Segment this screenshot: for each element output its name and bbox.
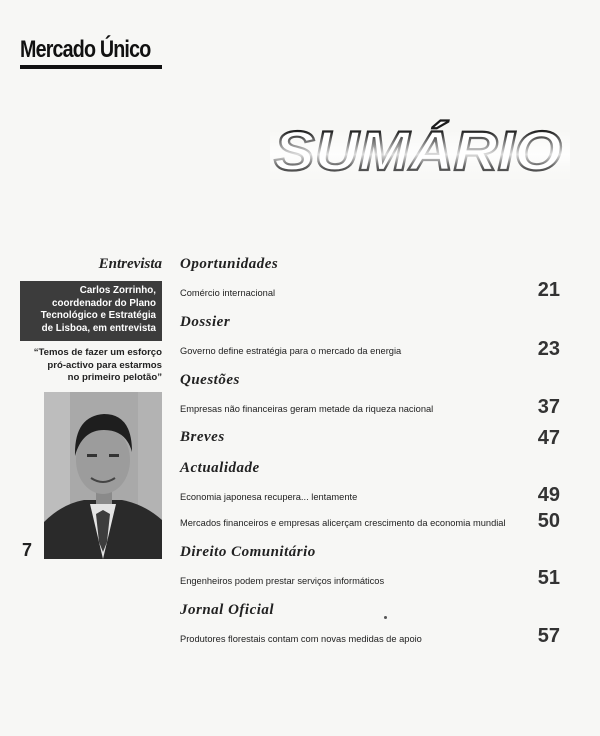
interviewee-photo xyxy=(44,392,162,559)
section-jornal-oficial-title: Jornal Oficial xyxy=(180,602,275,618)
toc-page-number[interactable]: 51 xyxy=(537,567,560,589)
section-oportunidades-title: Oportunidades xyxy=(180,256,279,272)
toc-entry-comercio-internacional[interactable]: Comércio internacional xyxy=(180,288,276,298)
section-actualidade-title: Actualidade xyxy=(180,460,260,476)
caption-line: coordenador do Plano xyxy=(52,297,156,309)
toc-entry-energia[interactable]: Governo define estratégia para o mercado da energia xyxy=(180,346,402,356)
interview-caption-box xyxy=(20,281,162,341)
toc-page-number[interactable]: 50 xyxy=(537,510,560,532)
interview-quote xyxy=(20,347,162,385)
caption-line: de Lisboa, em entrevista xyxy=(41,322,156,334)
magazine-brand xyxy=(20,36,179,69)
toc-page-number[interactable]: 21 xyxy=(537,279,560,301)
toc-entry-produtores-florestais[interactable]: Produtores florestais contam com novas medidas de apoio xyxy=(180,634,422,644)
interview-section-title: Entrevista xyxy=(98,256,162,272)
toc-page-number[interactable]: 23 xyxy=(537,338,560,360)
section-dossier-title: Dossier xyxy=(180,314,231,330)
section-breves-title: Breves xyxy=(180,429,225,445)
quote-line: “Temos de fazer um esforço xyxy=(33,347,162,358)
toc-page-number[interactable]: 49 xyxy=(537,484,560,506)
print-speck xyxy=(384,616,387,619)
brand-underline xyxy=(20,65,162,69)
brand-title: Mercado Único xyxy=(20,36,151,63)
section-questoes-title: Questões xyxy=(180,372,240,388)
toc-entry-economia-japonesa[interactable]: Economia japonesa recupera... lentamente xyxy=(180,492,358,502)
interview-page-number: 7 xyxy=(22,540,33,560)
toc-entry-engenheiros[interactable]: Engenheiros podem prestar serviços informáticos xyxy=(180,576,385,586)
toc-entry-riqueza-nacional[interactable]: Empresas não financeiras geram metade da riqueza nacional xyxy=(180,404,434,414)
toc-entry-economia-mundial[interactable]: Mercados financeiros e empresas alicerçam crescimento da economia mundial xyxy=(180,518,506,528)
toc-page-number[interactable]: 37 xyxy=(537,396,560,418)
table-of-contents xyxy=(180,0,580,736)
section-direito-comunitario-title: Direito Comunitário xyxy=(180,544,316,560)
toc-page-number[interactable]: 47 xyxy=(537,427,560,449)
toc-page-number[interactable]: 57 xyxy=(537,625,560,647)
caption-line: Carlos Zorrinho, xyxy=(79,285,156,296)
quote-line: no primeiro pelotão” xyxy=(67,372,162,383)
quote-line: pró-activo para estarmos xyxy=(47,359,162,371)
caption-line: Tecnológico e Estratégia xyxy=(40,310,156,321)
